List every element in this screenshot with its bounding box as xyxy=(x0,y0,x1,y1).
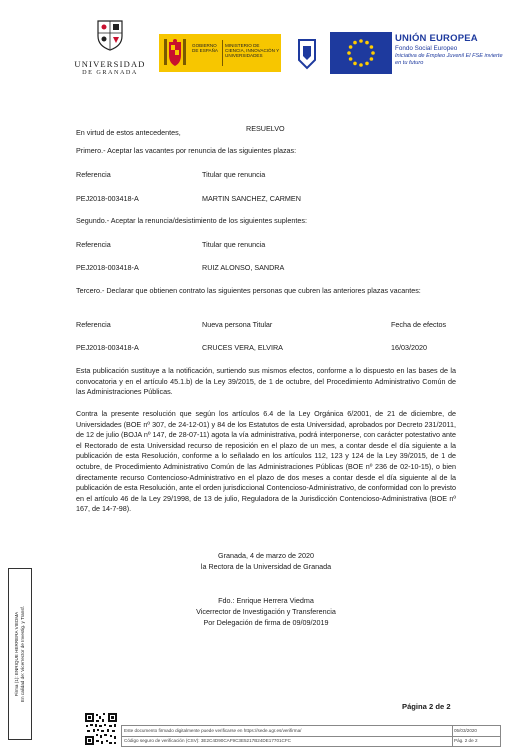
agency-logo-icon xyxy=(296,38,318,72)
table2-holder: RUIZ ALONSO, SANDRA xyxy=(202,263,285,272)
intro-text: En virtud de estos antecedentes, xyxy=(76,128,181,137)
table1-ref: PEJ2018-003418-A xyxy=(76,194,139,203)
university-name-line2: DE GRANADA xyxy=(82,69,138,76)
verify-date: 05/03/2020 xyxy=(454,728,477,733)
table2-ref: PEJ2018-003418-A xyxy=(76,263,139,272)
government-logo xyxy=(159,34,281,72)
table3-header-holder: Nueva persona Titular xyxy=(202,320,273,329)
stamp-line1: Firma (1): ENRIQUE HERRERA VIEDMA xyxy=(14,611,19,697)
page-number: Página 2 de 2 xyxy=(402,702,451,711)
spain-shield-icon xyxy=(163,37,187,69)
table2-header-ref: Referencia xyxy=(76,240,111,249)
signed-by: Fdo.: Enrique Herrera Viedma xyxy=(218,596,314,605)
table1-header-ref: Referencia xyxy=(76,170,111,179)
signer-position: Vicerrector de Investigación y Transferencia xyxy=(196,607,336,616)
csv-code-text: Código seguro de verificación (CSV): 3E2C4D90CAF9C3E5217B24DE17701CFC xyxy=(122,736,453,746)
signature-stamp xyxy=(8,568,32,740)
stamp-line2: En calidad de: Vicerrector de Investig. y Transf. xyxy=(20,605,25,703)
qr-code-icon[interactable] xyxy=(84,712,118,746)
verify-url-text[interactable]: Este documento firmado digitalmente puede verificarse en https://sede.ugr.es/verifirma/ xyxy=(122,726,453,736)
university-name-line1: UNIVERSIDAD xyxy=(74,59,146,69)
third-point: Tercero.- Declarar que obtienen contrato las siguientes personas que cubren las anteriores plazas vacantes: xyxy=(76,286,421,295)
table3-date: 16/03/2020 xyxy=(391,343,427,352)
table3-ref: PEJ2018-003418-A xyxy=(76,343,139,352)
university-logo xyxy=(70,18,150,76)
verify-page: Pág. 2 de 2 xyxy=(454,738,478,743)
table3-header-ref: Referencia xyxy=(76,320,111,329)
verification-table xyxy=(121,725,501,747)
eu-text-block xyxy=(395,33,505,66)
stamp-text xyxy=(14,606,26,702)
table2-header-holder: Titular que renuncia xyxy=(202,240,266,249)
eu-flag xyxy=(330,32,392,74)
csv-row xyxy=(122,736,500,746)
second-point: Segundo.- Aceptar la renuncia/desistimiento de los siguientes suplentes: xyxy=(76,216,307,225)
appeal-paragraph: Contra la presente resolución que según los artículos 6.4 de la Ley Orgánica 6/2001, de 21 de diciembre, de Universidades (BOE nº 307, de 24-12-01) y 84 de los Estatutos de esta Universidad, aprobados por Decreto 231/2011, de 12 de julio (BOJA nº 147, de 28-07-11) agota la vía administrativa, podrá interponerse, con carácter potestativo ante el Rectorado de esta Universidad recurso de reposición en el plazo de un mes, a contar desde el día siguiente a la publicación de esta Resolución, conforme a lo señalado en los artículos 112, 123 y 124 de la Ley 39/2015, de 1 de octubre, de Procedimiento Administrativo Común de las Administraciones Públicas (BOE nº 236 de 02-10-15), o bien directamente recurso Contencioso-Administrativo en el plazo de dos meses a contar desde el día siguiente al de la publicación de esta Resolución, ante el orden jurisdiccional Contencioso-Administrativo, de conformidad con lo previsto en el artículo 46 de la Ley 29/1998, de 13 de julio, Reguladora de la Jurisdicción Contencioso-Administrativa (BOE nº 167, de 14-7-98). xyxy=(76,409,456,514)
table1-holder: MARTIN SANCHEZ, CARMEN xyxy=(202,194,301,203)
eu-stars-icon xyxy=(330,32,392,74)
ministerio-label: MINISTERIO DE CIENCIA, INNOVACIÓN Y UNIVERSIDADES xyxy=(225,43,280,59)
gobierno-label: GOBIERNO DE ESPAÑA xyxy=(192,43,218,54)
signature-delegation: Por Delegación de firma de 09/09/2019 xyxy=(203,618,329,627)
table3-header-date: Fecha de efectos xyxy=(391,320,447,329)
table3-holder: CRUCES VERA, ELVIRA xyxy=(202,343,283,352)
resolves-heading: RESUELVO xyxy=(246,124,285,133)
table1-header-holder: Titular que renuncia xyxy=(202,170,266,179)
signing-authority: la Rectora de la Universidad de Granada xyxy=(200,562,332,571)
logo-divider xyxy=(222,40,223,66)
place-date: Granada, 4 de marzo de 2020 xyxy=(218,551,314,560)
eu-motto: Iniciativa de Empleo Juvenil El FSE invierte en tu futuro xyxy=(395,53,503,66)
publication-paragraph: Esta publicación sustituye a la notificación, surtiendo sus mismos efectos, conforme a lo dispuesto en las bases de la convocatoria y en el artículo 45.1.b) de la Ley 39/2015, de 1 de octubre, del Procedimiento Administrativo Común de las Administraciones Públicas. xyxy=(76,366,456,397)
first-point: Primero.- Aceptar las vacantes por renuncia de las siguientes plazas: xyxy=(76,146,297,155)
eu-title: UNIÓN EUROPEA xyxy=(395,33,478,44)
eu-fund: Fondo Social Europeo xyxy=(395,45,458,52)
crest-icon xyxy=(95,18,125,52)
